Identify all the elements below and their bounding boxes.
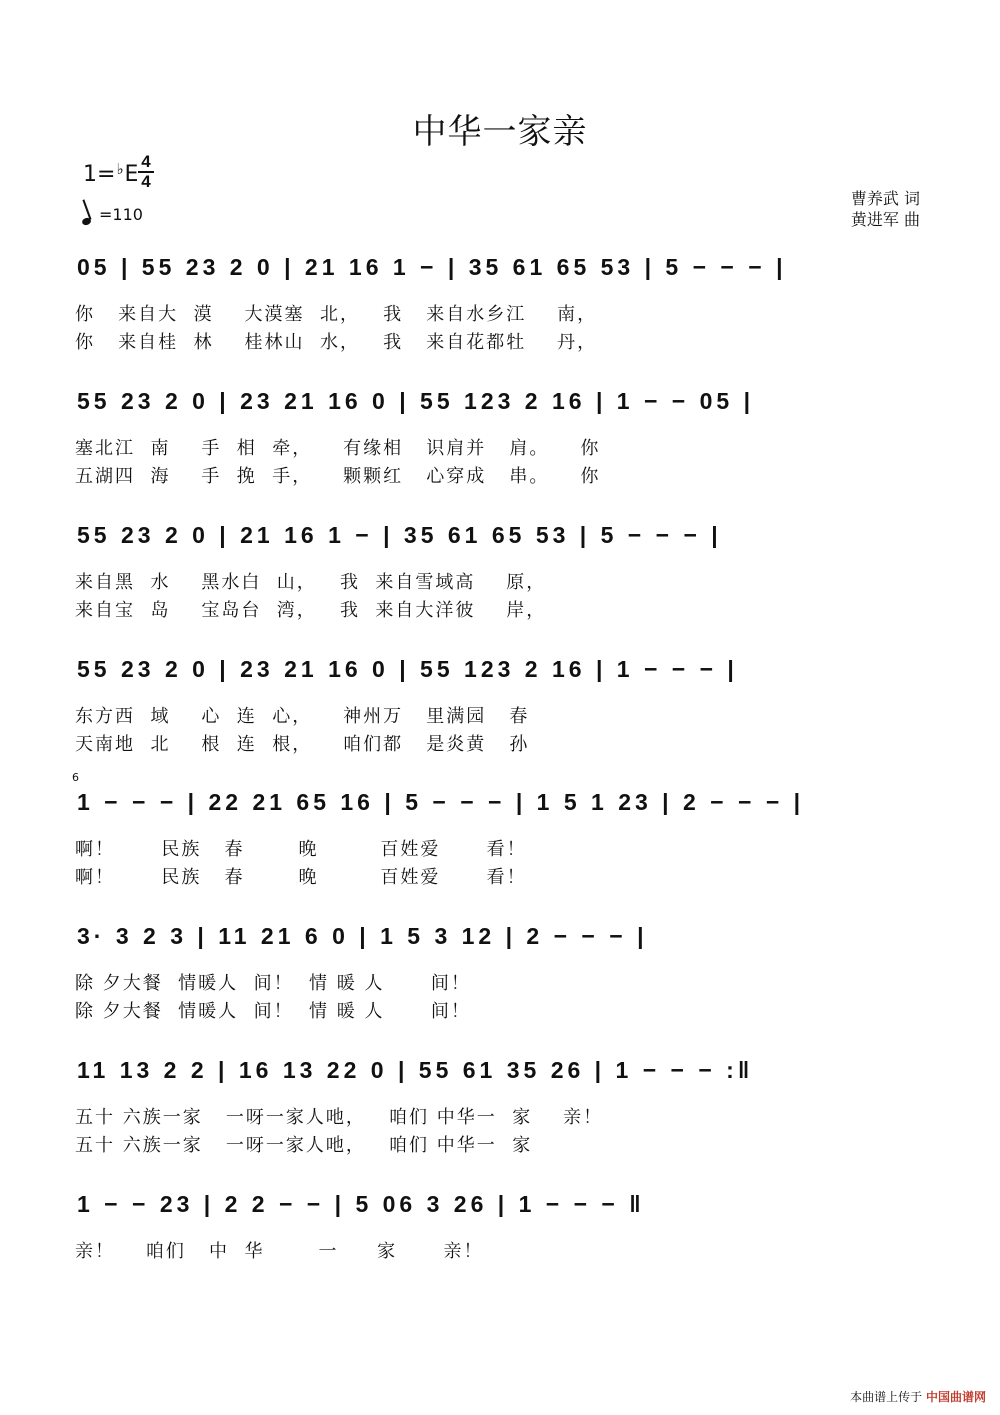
lyric-verse-2: 来自宝 岛 宝岛台 湾， 我 来自大洋彼 岸，	[75, 600, 547, 621]
notes: 1 − − 23 | 2 2 − − | 5 06 3 26 | 1 − − − ‖	[77, 1190, 645, 1217]
notes: 55 23 2 0 | 21 16 1 − | 35 61 65 53 | 5 − − − |	[77, 521, 722, 548]
lyric-verse-1: 亲！ 咱们 中 华 一 家 亲！	[75, 1241, 484, 1262]
notes: 1 − − − | 22 21 65 16 | 5 − − − | 1 5 1 23 | 2 − − − |	[77, 788, 805, 815]
lyricist: 曹养武 词	[850, 189, 920, 208]
notes: 11 13 2 2 | 16 13 22 0 | 55 61 35 26 | 1 − − − :‖	[77, 1056, 754, 1083]
notes: 55 23 2 0 | 23 21 16 0 | 55 123 2 16 | 1 − − 05 |	[77, 387, 755, 414]
tempo-marking: =110	[82, 205, 143, 224]
footer-credit: 本曲谱上传于 中国曲谱网	[850, 1390, 986, 1404]
quarter-note-icon	[81, 217, 92, 227]
lyric-verse-1: 塞北江 南 手 相 牵， 有缘相 识肩并 肩。 你	[75, 438, 601, 459]
credits	[851, 188, 920, 230]
lyric-verse-2: 天南地 北 根 连 根， 咱们都 是炎黄 孙	[75, 734, 530, 755]
site-logo: 中国曲谱网	[925, 1390, 986, 1404]
key-signature: 1=♭E	[83, 160, 139, 187]
lyric-verse-2: 你 来自桂 林 桂林山 水， 我 来自花都牡 丹，	[75, 332, 598, 353]
lyric-verse-2: 五十 六族一家 一呀一家人吔， 咱们 中华一 家	[75, 1135, 533, 1156]
lyric-verse-1: 你 来自大 漠 大漠塞 北， 我 来自水乡江 南，	[75, 304, 598, 325]
time-signature: 4 4	[137, 153, 155, 191]
lyric-verse-1: 五十 六族一家 一呀一家人吔， 咱们 中华一 家 亲！	[75, 1107, 604, 1128]
measure-number: 6	[72, 771, 79, 784]
notes: 55 23 2 0 | 23 21 16 0 | 55 123 2 16 | 1 − − − |	[77, 655, 738, 682]
lyric-verse-2: 五湖四 海 手 挽 手， 颗颗红 心穿成 串。 你	[75, 466, 601, 487]
lyric-verse-1: 除 夕大餐 情暖人 间！ 情 暖 人 间！	[75, 973, 471, 994]
lyric-verse-2: 啊！ 民族 春 晚 百姓爱 看！	[75, 867, 527, 888]
lyric-verse-2: 除 夕大餐 情暖人 间！ 情 暖 人 间！	[75, 1001, 471, 1022]
flat-sign: ♭	[116, 160, 124, 178]
lyric-verse-1: 啊！ 民族 春 晚 百姓爱 看！	[75, 839, 527, 860]
notes: 3· 3 2 3 | 11 21 6 0 | 1 5 3 12 | 2 − − − |	[77, 922, 648, 949]
page-title: 中华一家亲	[412, 112, 588, 152]
lyric-verse-1: 东方西 域 心 连 心， 神州万 里满园 春	[75, 706, 530, 727]
composer: 黄进军 曲	[850, 210, 920, 229]
lyric-verse-1: 来自黑 水 黑水白 山， 我 来自雪域高 原，	[75, 572, 547, 593]
notes: 05 | 55 23 2 0 | 21 16 1 − | 35 61 65 53 | 5 − − − |	[77, 253, 787, 280]
